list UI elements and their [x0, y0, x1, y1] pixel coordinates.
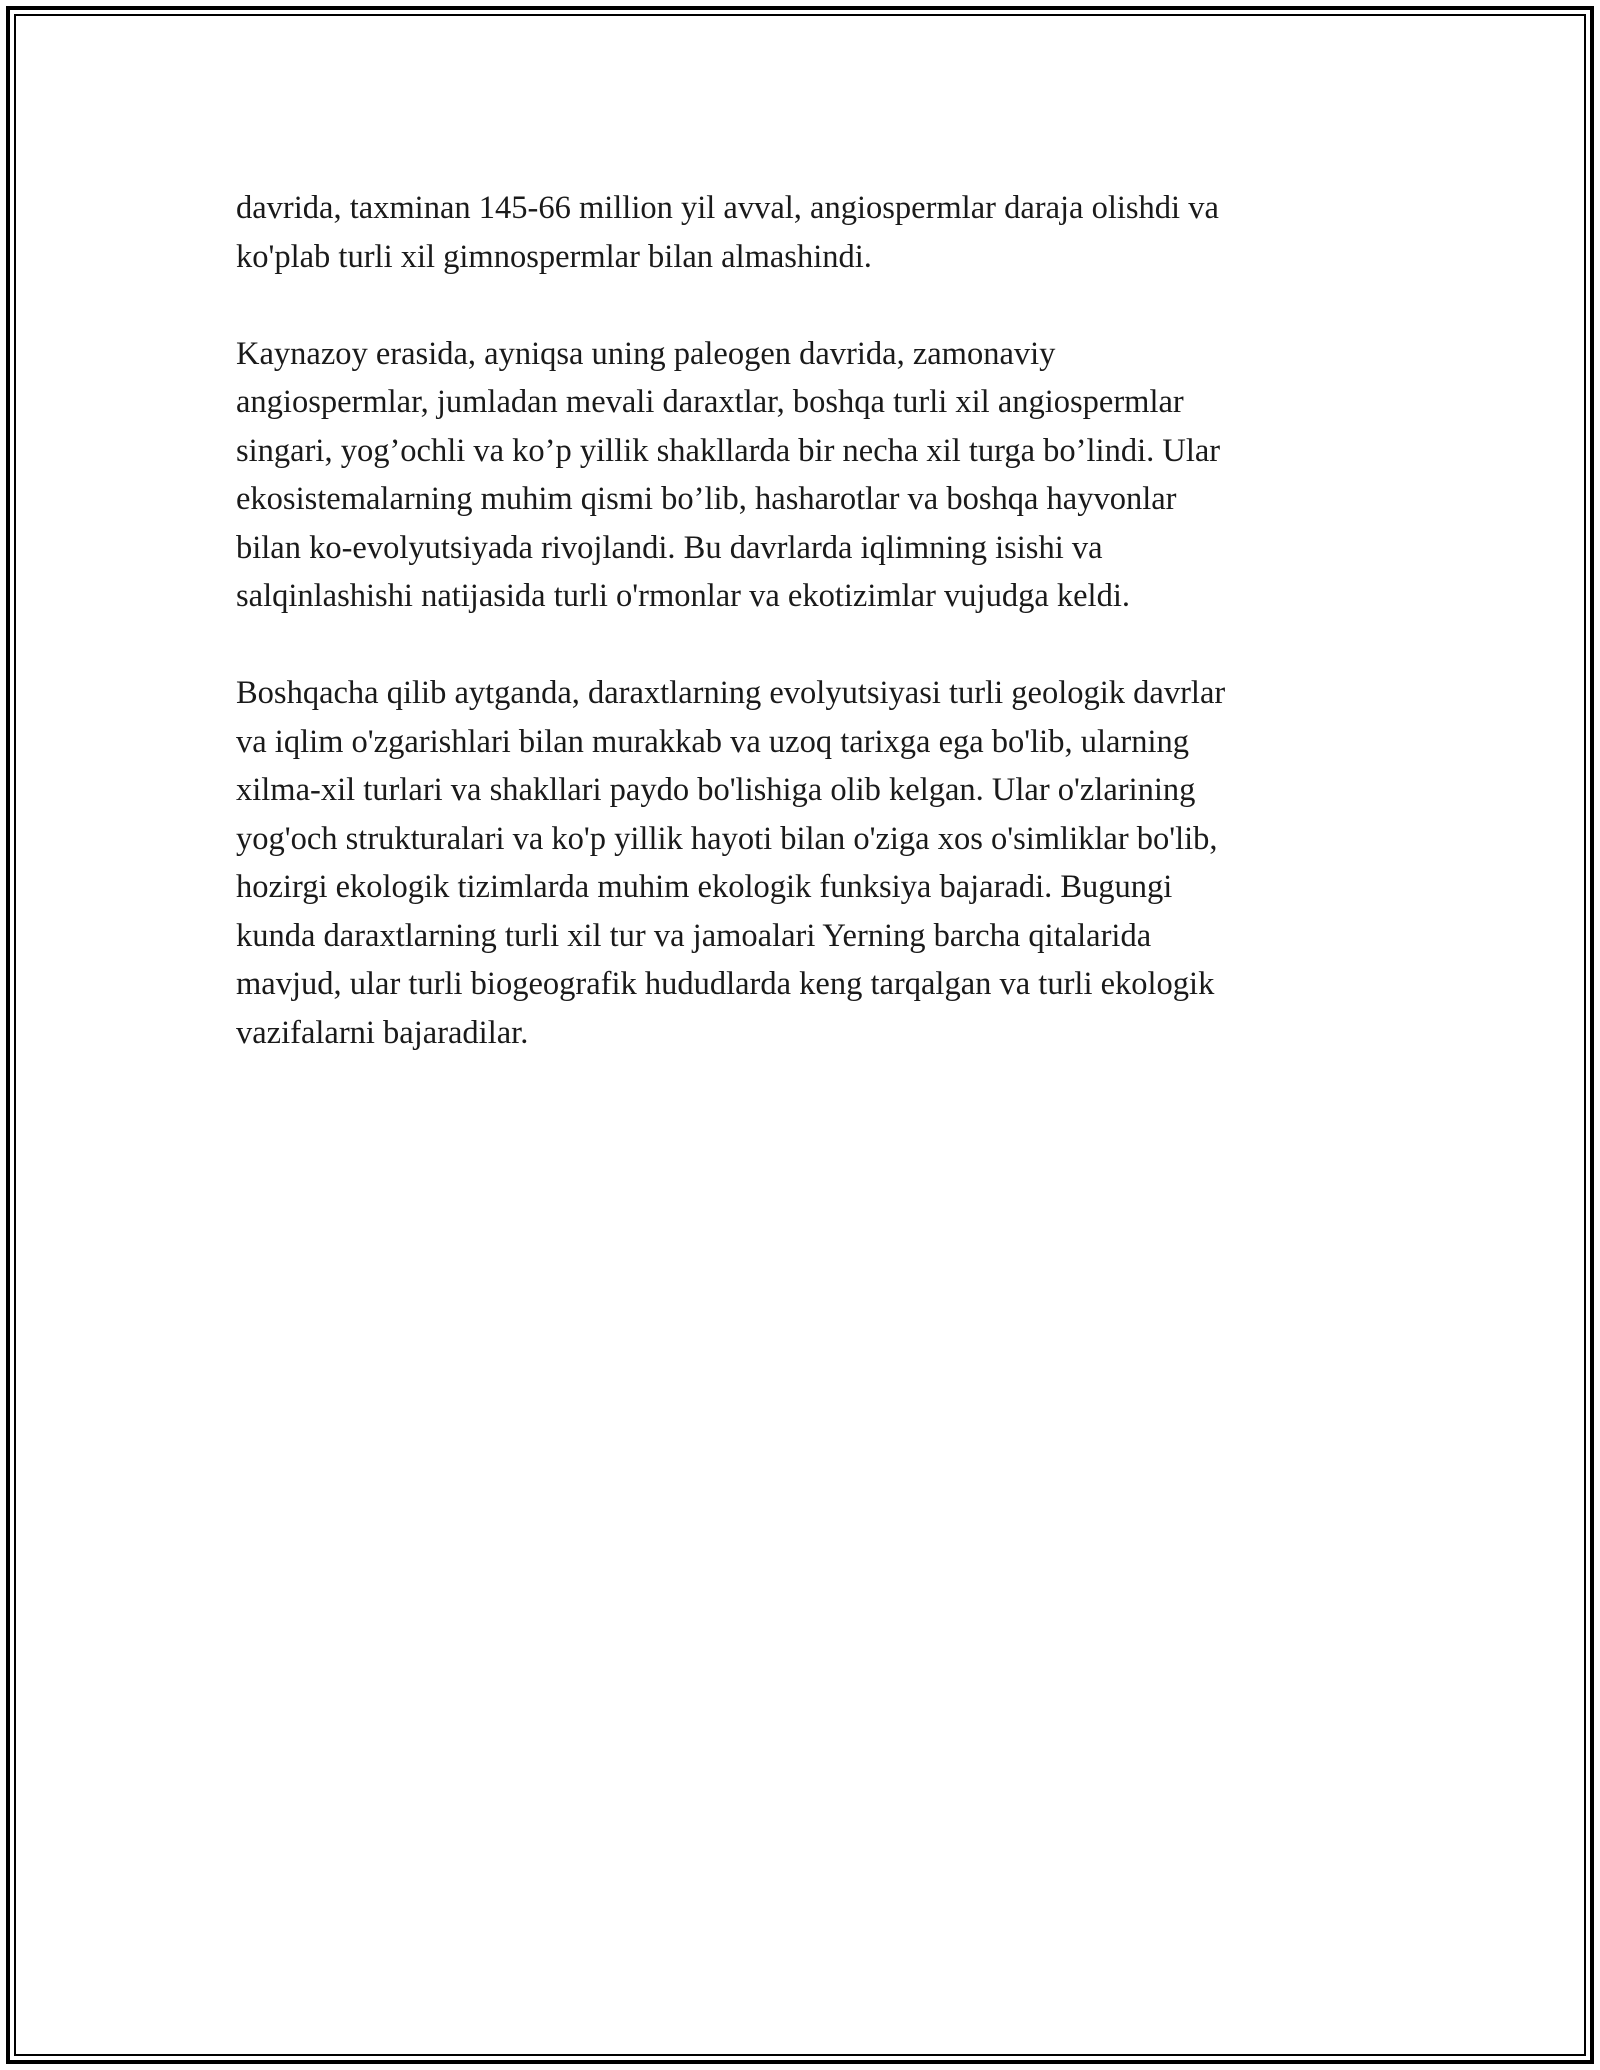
document-body	[236, 184, 1366, 1106]
text-line: Boshqacha qilib aytganda, daraxtlarning evolyutsiyasi turli geologik davrlar	[236, 675, 1226, 711]
text-line: bilan ko-evolyutsiyada rivojlandi. Bu davrlarda iqlimning isishi va	[236, 529, 1103, 566]
text-line: ko'plab turli xil gimnospermlar bilan almashindi.	[236, 238, 872, 275]
text-line: kunda daraxtlarning turli xil tur va jamoalari Yerning barcha qitalarida	[236, 917, 1152, 954]
paragraph-3	[236, 669, 1366, 1057]
text-line: salqinlashishi natijasida turli o'rmonlar va ekotizimlar vujudga keldi.	[236, 578, 1130, 614]
text-line: va iqlim o'zgarishlari bilan murakkab va uzoq tarixga ega bo'lib, ularning	[236, 723, 1190, 760]
text-line: Kaynazoy erasida, ayniqsa uning paleogen davrida, zamonaviy	[236, 335, 1056, 372]
text-line: hozirgi ekologik tizimlarda muhim ekologik funksiya bajaradi. Bugungi	[236, 869, 1173, 905]
text-line: ekosistemalarning muhim qismi bo’lib, hasharotlar va boshqa hayvonlar	[236, 481, 1177, 517]
text-line: angiospermlar, jumladan mevali daraxtlar, boshqa turli xil angiospermlar	[236, 384, 1184, 420]
text-line: yog'och strukturalari va ko'p yillik hayoti bilan o'ziga xos o'simliklar bo'lib,	[236, 820, 1218, 857]
text-line: vazifalarni bajaradilar.	[236, 1014, 529, 1051]
paragraph-1	[236, 184, 1366, 281]
text-line: mavjud, ular turli biogeografik hududlarda keng tarqalgan va turli ekologik	[236, 966, 1215, 1002]
text-line: davrida, taxminan 145-66 million yil avval, angiospermlar daraja olishdi va	[236, 190, 1219, 226]
text-line: xilma-xil turlari va shakllari paydo bo'lishiga olib kelgan. Ular o'zlarining	[236, 772, 1196, 808]
text-line: singari, yog’ochli va ko’p yillik shakllarda bir necha xil turga bo’lindi. Ular	[236, 432, 1221, 469]
paragraph-2	[236, 330, 1366, 621]
